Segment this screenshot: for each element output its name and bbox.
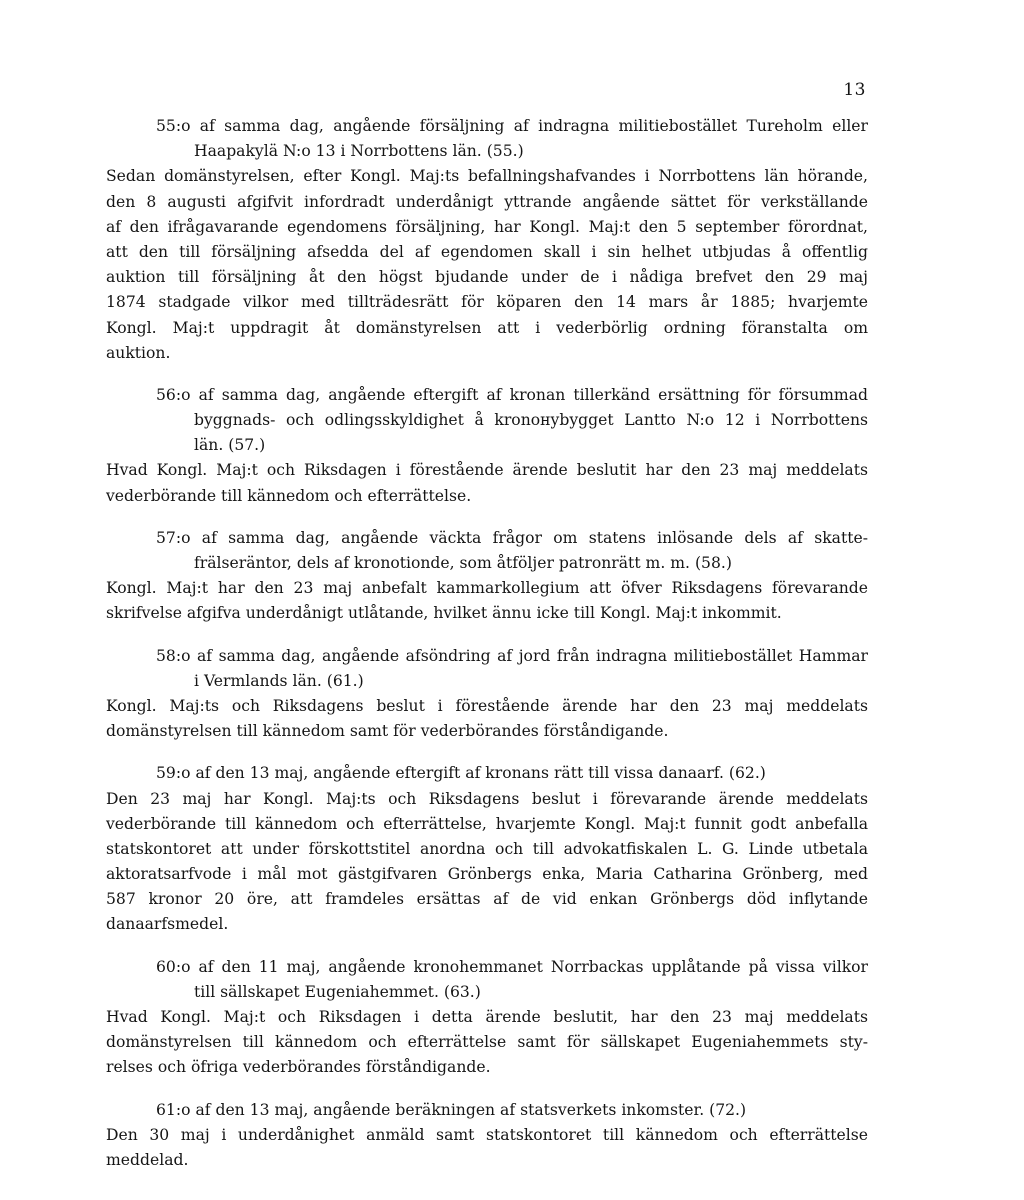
entry-56 — [106, 383, 868, 509]
entry-60 — [106, 955, 868, 1081]
page-number: 13 — [843, 80, 866, 100]
entry-body-line: auktion till försäljning åt den högst bjudande under de i nådiga brefvet den 29 maj — [106, 268, 868, 287]
entry-body-line: 1874 stadgade vilkor med tillträdesrätt för köparen den 14 mars år 1885; hvarjemte — [106, 293, 868, 312]
entry-heading-line: 61:o af den 13 maj, angående beräkningen af statsverkets inkomster. (72.) — [156, 1100, 747, 1119]
entry-body-line: Hvad Kongl. Maj:t och Riksdagen i förestående ärende beslutit har den 23 maj meddelats — [106, 461, 868, 480]
entry-59 — [106, 761, 868, 937]
entry-body-line: domänstyrelsen till kännedom och efterrättelse samt för sällskapet Eugeniahemmets sty- — [106, 1033, 868, 1052]
entry-heading-line: 55:o af samma dag, angående försäljning af indragna militiebostället Tureholm eller — [156, 117, 868, 135]
entry-heading-line: 58:o af samma dag, angående afsöndring af jord från indragna militiebostället Hammar — [156, 646, 868, 665]
entry-body-line: skrifvelse afgifva underdånigt utlåtande, hvilket ännu icke till Kongl. Maj:t inkommit. — [106, 604, 782, 623]
entry-body-line: statskontoret att under förskottstitel anordna och till advokatfiskalen L. G. Linde utbetala — [106, 839, 868, 858]
entry-61 — [106, 1098, 868, 1174]
entry-heading-line: byggnads- och odlingsskyldighet å kronoнybygget Lantto N:o 12 i Norrbottens — [194, 411, 868, 430]
entry-body-line: vederbörande till kännedom och efterrättelse, hvarjemte Kongl. Maj:t funnit godt anbefalla — [106, 814, 868, 833]
entry-body-line: Kongl. Maj:ts och Riksdagens beslut i förestående ärende har den 23 maj meddelats — [106, 696, 868, 715]
entry-body-line: relses och öfriga vederbörandes förståndigande. — [106, 1058, 491, 1077]
entry-body-line: Kongl. Maj:t har den 23 maj anbefalt kammarkollegium att öfver Riksdagens förevarande — [106, 579, 868, 598]
entry-body-line: Sedan domänstyrelsen, efter Kongl. Maj:ts befallningshafvandes i Norrbottens län hörande, — [106, 167, 868, 186]
entry-heading-line: 60:o af den 11 maj, angående kronohemmanet Norrbackas upplåtande på vissa vilkor — [156, 957, 868, 976]
entry-heading-line: frälseräntor, dels af kronotionde, som åtföljer patronrätt m. m. (58.) — [194, 554, 732, 572]
entry-heading-line: i Vermlands län. (61.) — [194, 671, 364, 690]
entry-body-line: vederbörande till kännedom och efterrättelse. — [106, 486, 472, 505]
entry-heading-line: 57:o af samma dag, angående väckta frågor om statens inlösande dels af skatte- — [156, 528, 868, 547]
document-content — [106, 114, 868, 1190]
entry-body-line: den 8 augusti afgifvit infordradt underdånigt yttrande angående sättet för verkställande — [106, 192, 868, 211]
entry-heading-line: 59:o af den 13 maj, angående eftergift af kronans rätt till vissa danaarf. (62.) — [156, 764, 766, 783]
entry-body-line: af den ifrågavarande egendomens försäljning, har Kongl. Maj:t den 5 september förordnat, — [106, 217, 868, 236]
entry-57 — [106, 526, 868, 627]
entry-body-line: aktoratsarfvode i mål mot gästgifvaren Grönbergs enka, Maria Catharina Grönberg, med — [106, 865, 868, 884]
entry-body-line: meddelad. — [106, 1150, 189, 1169]
entry-body-line: Den 23 maj har Kongl. Maj:ts och Riksdagens beslut i förevarande ärende meddelats — [106, 789, 868, 808]
entry-heading-line: till sällskapet Eugeniahemmet. (63.) — [194, 982, 481, 1001]
entry-body-line: domänstyrelsen till kännedom samt för vederbörandes förståndigande. — [106, 722, 669, 741]
entry-body-line: danaarfsmedel. — [106, 915, 229, 934]
entry-body-line: Hvad Kongl. Maj:t och Riksdagen i detta ärende beslutit, har den 23 maj meddelats — [106, 1008, 868, 1026]
entry-body-line: att den till försäljning afsedda del af egendomen skall i sin helhet utbjudas å offentlig — [106, 242, 868, 261]
entry-body-line: Den 30 maj i underdånighet anmäld samt statskontoret till kännedom och efterrättelse — [106, 1125, 868, 1144]
entry-body-line: Kongl. Maj:t uppdragit åt domänstyrelsen att i vederbörlig ordning föranstalta om — [106, 318, 868, 337]
entry-55 — [106, 114, 868, 366]
entry-heading-line: län. (57.) — [194, 436, 266, 455]
entry-body-line: 587 kronor 20 öre, att framdeles ersättas af de vid enkan Grönbergs död inflytande — [106, 890, 868, 909]
entry-heading-line: Haapakylä N:o 13 i Norrbottens län. (55.) — [194, 142, 524, 161]
entry-body-line: auktion. — [106, 343, 171, 362]
entry-58 — [106, 644, 868, 745]
entry-heading-line: 56:o af samma dag, angående eftergift af kronan tillerkänd ersättning för försummad — [156, 385, 868, 404]
